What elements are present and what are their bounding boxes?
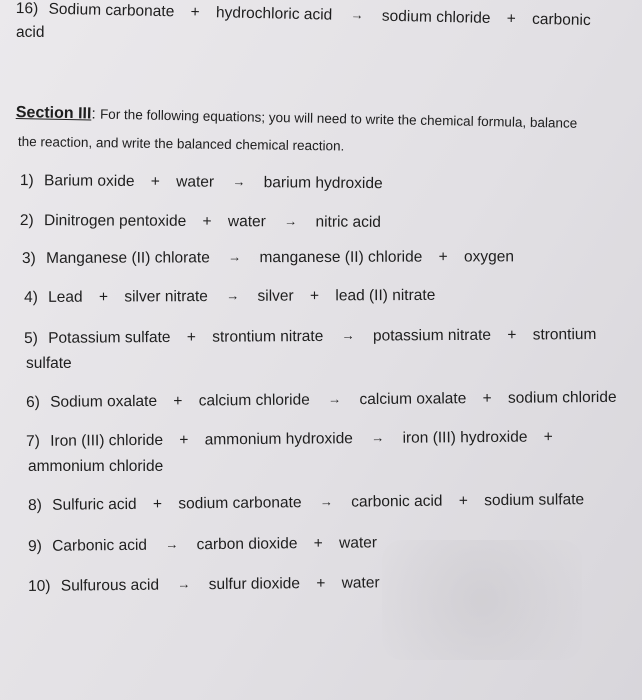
plus-sign: + (482, 389, 492, 408)
plus-sign: + (186, 328, 196, 346)
plus-sign: + (543, 428, 553, 446)
reactant: Carbonic acid (52, 536, 148, 555)
right-arrow-icon: → (228, 249, 242, 265)
problem-number: 16) (15, 0, 39, 18)
equation-10 (28, 574, 380, 596)
reactant: Iron (III) chloride (50, 431, 164, 450)
reactant: Sodium oxalate (50, 392, 158, 411)
plus-sign: + (316, 574, 326, 592)
reactant: Barium oxide (43, 172, 135, 190)
product: manganese (II) chloride (259, 248, 423, 267)
product: sodium sulfate (484, 491, 585, 510)
reactant: Sodium carbonate (48, 0, 175, 21)
section-instructions-2: the reaction, and write the balanced chemical reaction. (17, 133, 345, 154)
plus-sign: + (506, 10, 516, 28)
equation-5 (24, 326, 596, 348)
product: sulfur dioxide (208, 575, 301, 594)
reactant: silver nitrate (124, 288, 208, 306)
equation-number: 2) (19, 212, 34, 230)
right-arrow-icon: → (177, 576, 191, 592)
equation-number: 9) (28, 537, 42, 555)
plus-sign: + (202, 212, 212, 231)
product-continuation: acid (16, 24, 45, 41)
product: potassium nitrate (372, 326, 492, 345)
product: nitric acid (315, 213, 381, 231)
plus-sign: + (458, 492, 468, 510)
product: oxygen (463, 248, 515, 266)
product-continuation: ammonium chloride (28, 458, 164, 475)
section-heading-line (16, 104, 578, 133)
reactant: strontium nitrate (212, 327, 324, 346)
reactant: hydrochloric acid (215, 4, 333, 24)
reactant: Manganese (II) chlorate (46, 249, 210, 267)
product: barium hydroxide (263, 174, 383, 193)
problem-16-line (16, 0, 591, 30)
reactant: Sulfuric acid (52, 495, 137, 514)
right-arrow-icon: → (319, 493, 333, 509)
plus-sign: + (313, 534, 323, 553)
reactant: water (176, 173, 215, 191)
equation-number: 10) (28, 577, 51, 595)
product: sodium chloride (507, 388, 617, 407)
reactant: ammonium hydroxide (204, 430, 353, 449)
equation-4 (24, 287, 435, 307)
equation-9 (28, 534, 377, 556)
reactant: sodium carbonate (178, 494, 302, 513)
plus-sign: + (173, 392, 183, 410)
section-colon: : (91, 105, 96, 123)
product-continuation: sulfate (26, 355, 72, 372)
equation-3 (22, 248, 514, 268)
equation-number: 3) (22, 249, 36, 267)
reactant: water (227, 213, 266, 231)
plus-sign: + (150, 173, 160, 191)
equation-number: 8) (28, 496, 42, 514)
product: sodium chloride (381, 7, 491, 27)
equation-2 (20, 212, 381, 232)
right-arrow-icon: → (371, 429, 385, 445)
equation-number: 5) (24, 329, 38, 347)
equation-1 (20, 172, 383, 193)
product: water (341, 574, 380, 592)
product: carbonic (531, 10, 591, 30)
product: calcium oxalate (359, 390, 467, 409)
right-arrow-icon: → (226, 287, 240, 303)
plus-sign: + (152, 495, 163, 513)
right-arrow-icon: → (284, 213, 298, 229)
right-arrow-icon: → (341, 327, 355, 343)
plus-sign: + (190, 3, 200, 21)
right-arrow-icon: → (328, 391, 342, 407)
equation-number: 7) (26, 432, 40, 450)
plus-sign: + (309, 287, 320, 305)
equation-number: 4) (24, 288, 38, 306)
product: silver (257, 287, 294, 305)
product: iron (III) hydroxide (402, 428, 528, 447)
equation-6 (26, 389, 617, 412)
reactant: Sulfurous acid (60, 576, 160, 595)
reactant: calcium chloride (198, 391, 310, 410)
equation-5-continuation (26, 355, 72, 373)
plus-sign: + (507, 326, 517, 344)
equation-7 (26, 428, 553, 451)
product: water (339, 534, 378, 552)
equation-number: 6) (26, 393, 40, 411)
plus-sign: + (98, 288, 109, 306)
product: lead (II) nitrate (335, 286, 436, 305)
equation-number: 1) (19, 172, 34, 190)
product: strontium (532, 326, 597, 344)
section-instructions-line-2 (18, 133, 345, 156)
plus-sign: + (438, 248, 448, 266)
right-arrow-icon: → (350, 7, 364, 23)
section-instructions-1: For the following equations; you will need to write the chemical formula, balance (99, 106, 578, 131)
equation-8 (28, 491, 584, 515)
equation-7-continuation (28, 458, 163, 476)
problem-16-continuation (16, 24, 44, 42)
reactant: Lead (48, 288, 83, 306)
section-title: Section III (15, 104, 92, 123)
reactant: Dinitrogen pentoxide (44, 212, 187, 230)
right-arrow-icon: → (165, 536, 179, 552)
product: carbonic acid (351, 492, 443, 511)
right-arrow-icon: → (232, 173, 246, 189)
plus-sign: + (179, 431, 189, 449)
reactant: Potassium sulfate (48, 328, 171, 347)
page-shadow (382, 540, 582, 660)
product: carbon dioxide (196, 535, 298, 554)
